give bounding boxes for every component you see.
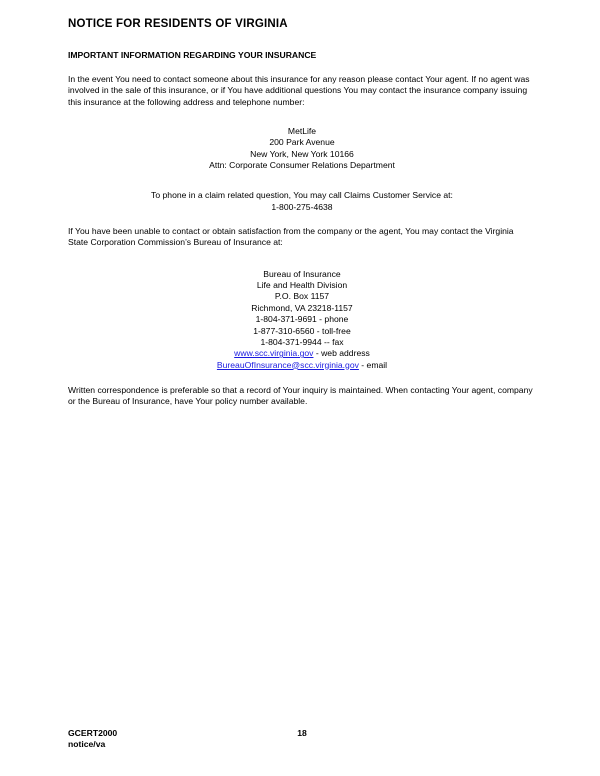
bureau-email-suffix: - email [358,359,388,370]
footer-bottom-row [68,739,536,750]
bureau-email-line [68,360,536,371]
bureau-fax: 1-804-371-9944 -- fax [260,336,344,347]
bureau-toll-free: 1-877-310-6560 - toll-free [253,325,351,336]
bureau-website-link[interactable]: www.scc.virginia.gov [234,348,314,359]
page-title: NOTICE FOR RESIDENTS OF VIRGINIA [68,18,288,30]
company-city-state-zip: New York, New York 10166 [250,148,354,159]
page-footer [68,728,536,750]
claims-contact-block [68,190,536,213]
bureau-po-box: P.O. Box 1157 [274,291,330,302]
bureau-email-link[interactable]: BureauOfInsurance@scc.virginia.gov [216,359,359,370]
company-address-block [68,126,536,171]
footer-top-row [68,728,536,739]
closing-paragraph: Written correspondence is preferable so that a record of Your inquiry is maintained. When contacting Your agent, company or the Bureau of Insurance, have Your policy number available. [68,384,533,407]
footer-form-number: GCERT2000 [68,727,118,738]
claims-phone-number: 1-800-275-4638 [271,201,333,212]
bureau-phone: 1-804-371-9691 - phone [255,314,349,325]
footer-form-suffix: notice/va [68,738,106,749]
bureau-address-block [68,269,536,371]
company-street: 200 Park Avenue [269,137,335,148]
bureau-name: Bureau of Insurance [263,268,341,279]
bureau-website-line [68,348,536,359]
bureau-division: Life and Health Division [256,280,348,291]
footer-page-number: 18 [297,727,307,738]
section-subtitle: IMPORTANT INFORMATION REGARDING YOUR INSURANCE [68,50,317,60]
claims-instruction: To phone in a claim related question, You may call Claims Customer Service at: [151,190,453,201]
company-name: MetLife [287,126,317,137]
intro-paragraph: In the event You need to contact someone about this insurance for any reason please contact Your agent. If no agent was involved in the sale of this insurance, or if You have additional questions You may contact the insurance company issuing this insurance at the following address and telephone number: [68,74,530,107]
bureau-website-suffix: - web address [313,348,370,359]
company-attn-line: Attn: Corporate Consumer Relations Department [209,160,395,171]
escalation-paragraph: If You have been unable to contact or obtain satisfaction from the company or the agent, You may contact the Virginia State Corporation Commission’s Bureau of Insurance at: [68,226,514,248]
bureau-city-state-zip: Richmond, VA 23218-1157 [251,302,353,313]
